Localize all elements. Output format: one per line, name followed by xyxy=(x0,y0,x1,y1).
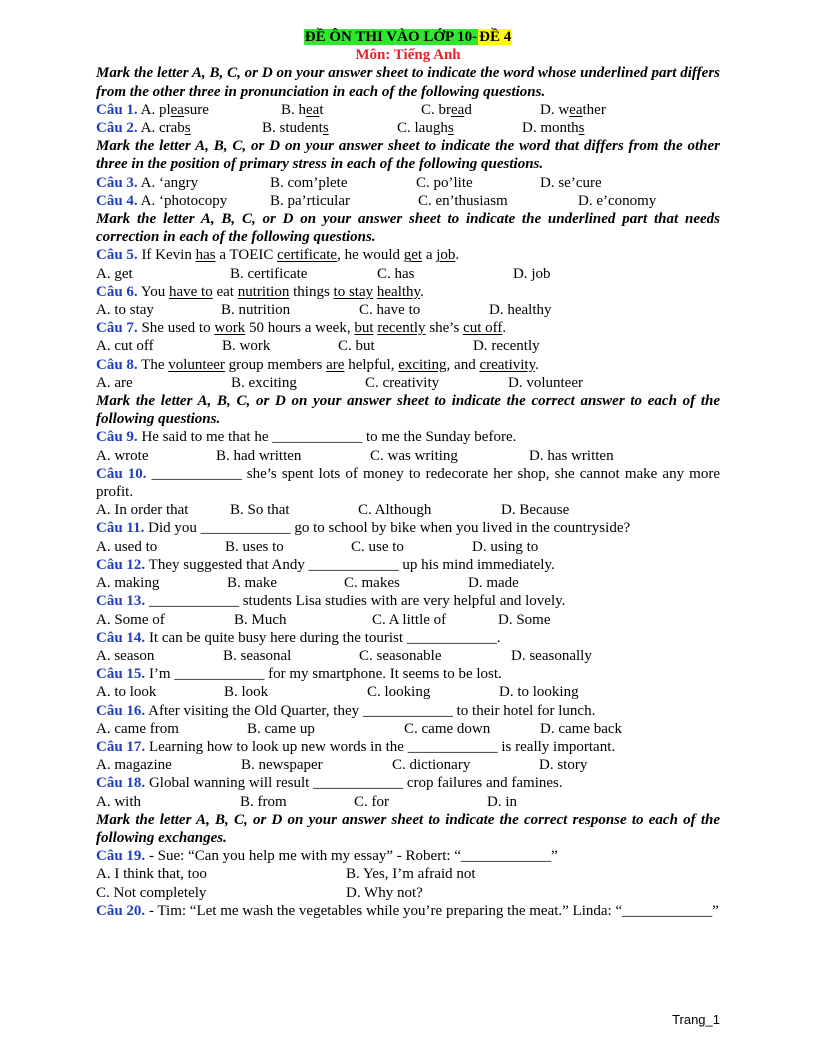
document-body xyxy=(96,28,720,920)
q2-label: Câu 2. xyxy=(96,120,138,137)
q17-text: Learning how to look up new words in the ____________ is really important. xyxy=(145,738,616,755)
q5-options xyxy=(96,265,720,283)
question-9 xyxy=(96,428,720,446)
q16-options xyxy=(96,720,720,738)
page-number: Trang_1 xyxy=(672,1012,720,1027)
q18-text: Global wanning will result ____________ crop failures and famines. xyxy=(145,775,563,792)
q11-option-c: C. use to xyxy=(351,538,404,555)
question-18 xyxy=(96,774,720,792)
q11-text: Did you ____________ go to school by bike when you lived in the countryside? xyxy=(144,520,631,537)
q8-option-b: B. exciting xyxy=(231,374,297,391)
q14-label: Câu 14. xyxy=(96,629,146,646)
instruction-pronunciation: Mark the letter A, B, C, or D on your answer sheet to indicate the word whose underlined part differs from the other three in pronunciation in each of the following questions. xyxy=(96,65,720,100)
q4-option-b: B. pa’rticular xyxy=(270,192,350,209)
q15-option-b: B. look xyxy=(224,684,269,701)
q13-label: Câu 13. xyxy=(96,593,146,610)
q6-option-b: B. nutrition xyxy=(221,302,291,319)
q18-option-b: B. from xyxy=(240,793,287,810)
q16-option-c: C. came down xyxy=(404,720,491,737)
q7-option-d: D. recently xyxy=(473,338,540,355)
q9-options xyxy=(96,447,720,465)
q12-option-c: C. makes xyxy=(344,575,400,592)
q14-options xyxy=(96,647,720,665)
q17-label: Câu 17. xyxy=(96,738,146,755)
q16-option-a: A. came from xyxy=(96,720,179,737)
q6-option-d: D. healthy xyxy=(489,302,552,319)
q9-option-c: C. was writing xyxy=(370,447,458,464)
q10-options xyxy=(96,501,720,519)
q5-option-c: C. has xyxy=(377,265,415,282)
question-7: Câu 7. She used to work 50 hours a week, but recently she’s cut off. xyxy=(96,320,507,337)
q18-option-c: C. for xyxy=(354,793,389,810)
q10-text: ____________ she’s spent lots of money to redecorate her shop, she cannot make any more profit. xyxy=(96,465,720,501)
title-part-1: ĐỀ ÔN THI VÀO LỚP 10- xyxy=(304,29,478,45)
q3-label: Câu 3. xyxy=(96,174,138,191)
question-4 xyxy=(96,192,720,210)
question-1 xyxy=(96,101,720,119)
q16-option-b: B. came up xyxy=(247,720,315,737)
q13-option-b: B. Much xyxy=(234,611,287,628)
q19-option-b: B. Yes, I’m afraid not xyxy=(346,866,476,883)
q7-option-c: C. but xyxy=(338,338,375,355)
q13-option-a: A. Some of xyxy=(96,611,165,628)
q6-label: Câu 6. xyxy=(96,283,138,300)
q9-text: He said to me that he ____________ to me the Sunday before. xyxy=(137,429,517,446)
q19-option-d: D. Why not? xyxy=(346,884,423,901)
q19-option-a: A. I think that, too xyxy=(96,866,207,883)
question-11 xyxy=(96,519,720,537)
q13-text: ____________ students Lisa studies with are very helpful and lovely. xyxy=(145,593,566,610)
question-3 xyxy=(96,174,720,192)
q5-option-b: B. certificate xyxy=(230,265,308,282)
q2-option-c: C. laughs xyxy=(397,120,454,137)
question-5: Câu 5. If Kevin has a TOEIC certificate, he would get a job. xyxy=(96,247,460,264)
q14-option-b: B. seasonal xyxy=(223,647,292,664)
q3-option-d: D. se’cure xyxy=(540,174,602,191)
q11-option-a: A. used to xyxy=(96,538,158,555)
q3-option-c: C. po’lite xyxy=(416,174,473,191)
q10-option-b: B. So that xyxy=(230,502,290,519)
q19-label: Câu 19. xyxy=(96,848,146,865)
question-13 xyxy=(96,592,720,610)
q13-option-c: C. A little of xyxy=(372,611,447,628)
q5-option-a: A. get xyxy=(96,265,133,282)
q20-label: Câu 20. xyxy=(96,902,146,919)
q13-option-d: D. Some xyxy=(498,611,551,628)
q12-option-a: A. making xyxy=(96,575,160,592)
q17-option-c: C. dictionary xyxy=(392,757,471,774)
q15-options xyxy=(96,683,720,701)
q9-option-a: A. wrote xyxy=(96,447,149,464)
q7-option-b: B. work xyxy=(222,338,271,355)
q3-option-a: Câu 3. A. ‘angry xyxy=(96,174,199,191)
q5-label: Câu 5. xyxy=(96,247,138,264)
title-part-2: ĐỀ 4 xyxy=(479,29,512,45)
instruction-grammar: Mark the letter A, B, C, or D on your answer sheet to indicate the correct answer to each of the following questions. xyxy=(96,393,720,428)
question-8: Câu 8. The volunteer group members are helpful, exciting, and creativity. xyxy=(96,356,539,373)
question-6: Câu 6. You have to eat nutrition things to stay healthy. xyxy=(96,283,424,300)
instruction-response: Mark the letter A, B, C, or D on your answer sheet to indicate the correct response to each of the following exchanges. xyxy=(96,811,720,846)
q17-option-a: A. magazine xyxy=(96,757,172,774)
q18-label: Câu 18. xyxy=(96,775,146,792)
q19-options-row-2 xyxy=(96,884,720,902)
q13-options xyxy=(96,611,720,629)
q3-option-b: B. com’plete xyxy=(270,174,348,191)
q17-options xyxy=(96,756,720,774)
q1-option-b: B. heat xyxy=(281,101,324,118)
q15-label: Câu 15. xyxy=(96,666,146,683)
q8-option-c: C. creativity xyxy=(365,374,440,391)
q1-option-a: Câu 1. A. pleasure xyxy=(96,101,209,118)
question-12 xyxy=(96,556,720,574)
q8-option-a: A. are xyxy=(96,374,133,391)
question-2 xyxy=(96,119,720,137)
q4-label: Câu 4. xyxy=(96,192,138,209)
question-20 xyxy=(96,902,720,920)
question-17 xyxy=(96,738,720,756)
q16-text: After visiting the Old Quarter, they ____________ to their hotel for lunch. xyxy=(145,702,596,719)
q16-label: Câu 16. xyxy=(96,702,146,719)
q17-option-d: D. story xyxy=(539,757,588,774)
instruction-correction: Mark the letter A, B, C, or D on your answer sheet to indicate the underlined part that needs correction in each of the following questions. xyxy=(96,211,720,246)
q10-option-a: A. In order that xyxy=(96,502,189,519)
q18-options xyxy=(96,793,720,811)
q11-option-d: D. using to xyxy=(472,538,539,555)
q10-option-d: D. Because xyxy=(501,502,570,519)
q15-option-c: C. looking xyxy=(367,684,431,701)
q14-option-c: C. seasonable xyxy=(359,647,442,664)
q6-option-c: C. have to xyxy=(359,302,421,319)
q8-label: Câu 8. xyxy=(96,356,138,373)
q8-option-d: D. volunteer xyxy=(508,374,583,391)
q1-label: Câu 1. xyxy=(96,101,138,118)
q4-option-d: D. e’conomy xyxy=(578,192,657,209)
q11-option-b: B. uses to xyxy=(225,538,284,555)
q12-options xyxy=(96,574,720,592)
q16-option-d: D. came back xyxy=(540,720,623,737)
q6-option-a: A. to stay xyxy=(96,302,154,319)
q17-option-b: B. newspaper xyxy=(241,757,323,774)
q9-option-b: B. had written xyxy=(216,447,302,464)
q19-text: - Sue: “Can you help me with my essay” - Robert: “____________” xyxy=(145,848,558,865)
q7-label: Câu 7. xyxy=(96,320,138,337)
question-15 xyxy=(96,665,720,683)
q14-option-a: A. season xyxy=(96,647,155,664)
question-16 xyxy=(96,702,720,720)
q9-label: Câu 9. xyxy=(96,429,138,446)
q1-option-d: D. weather xyxy=(540,101,606,118)
q4-option-a: Câu 4. A. ‘photocopy xyxy=(96,192,228,209)
q5-option-d: D. job xyxy=(513,265,551,282)
q12-option-b: B. make xyxy=(227,575,277,592)
question-14 xyxy=(96,629,720,647)
q15-option-a: A. to look xyxy=(96,684,157,701)
page-title xyxy=(96,28,720,46)
q10-label: Câu 10. xyxy=(96,465,147,482)
q12-text: They suggested that Andy ____________ up his mind immediately. xyxy=(145,556,555,573)
q14-option-d: D. seasonally xyxy=(511,647,592,664)
question-10 xyxy=(96,465,720,501)
q11-label: Câu 11. xyxy=(96,520,145,537)
q12-option-d: D. made xyxy=(468,575,519,592)
question-19 xyxy=(96,847,720,865)
q2-option-a: Câu 2. A. crabs xyxy=(96,120,191,137)
q8-options xyxy=(96,374,720,392)
q4-option-c: C. en’thusiasm xyxy=(418,192,508,209)
q7-options xyxy=(96,337,720,355)
q19-option-c: C. Not completely xyxy=(96,884,207,901)
q10-option-c: C. Although xyxy=(358,502,432,519)
q2-option-d: D. months xyxy=(522,120,585,137)
q6-options xyxy=(96,301,720,319)
q7-option-a: A. cut off xyxy=(96,338,154,355)
q18-option-a: A. with xyxy=(96,793,141,810)
q19-options-row-1 xyxy=(96,865,720,883)
q18-option-d: D. in xyxy=(487,793,517,810)
q15-text: I’m ____________ for my smartphone. It seems to be lost. xyxy=(145,666,502,683)
q2-option-b: B. students xyxy=(262,120,329,137)
q9-option-d: D. has written xyxy=(529,447,614,464)
subject-title: Môn: Tiếng Anh xyxy=(355,47,461,64)
q15-option-d: D. to looking xyxy=(499,684,579,701)
instruction-stress: Mark the letter A, B, C, or D on your answer sheet to indicate the word that differs from the other three in the position of primary stress in each of the following questions. xyxy=(96,138,720,173)
q1-option-c: C. bread xyxy=(421,101,472,118)
q14-text: It can be quite busy here during the tourist ____________. xyxy=(145,629,501,646)
q11-options xyxy=(96,538,720,556)
q20-text: - Tim: “Let me wash the vegetables while you’re preparing the meat.” Linda: “____________” xyxy=(145,902,719,919)
q12-label: Câu 12. xyxy=(96,556,146,573)
